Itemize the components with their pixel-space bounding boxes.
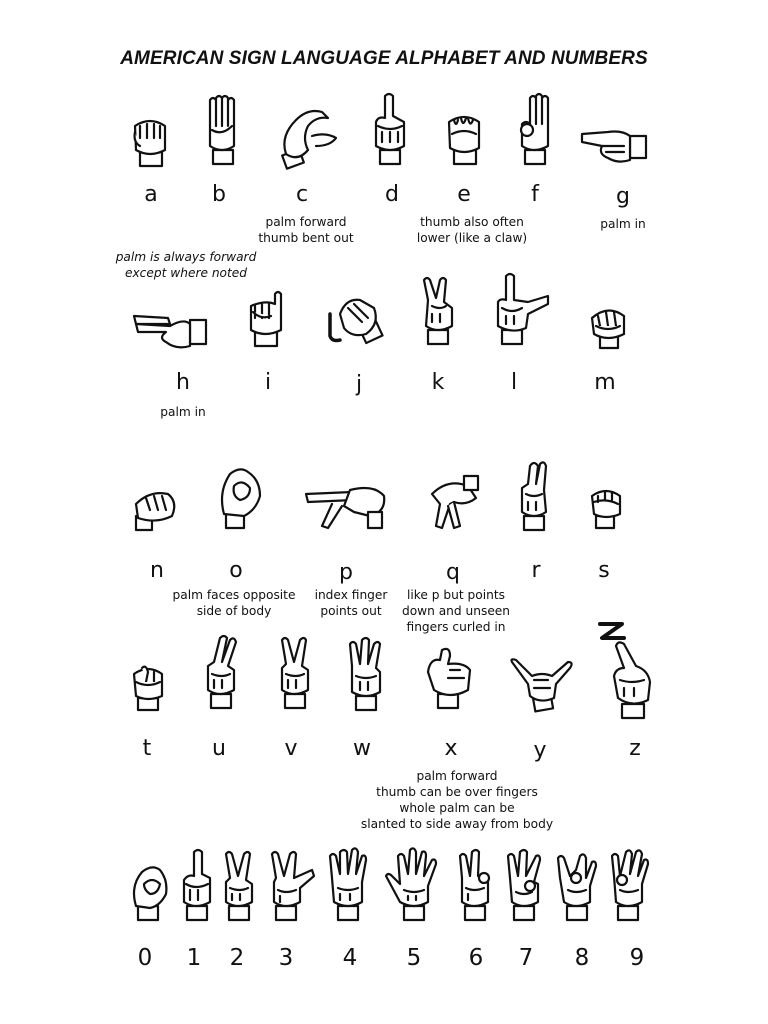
number-label-2: 2 — [229, 945, 245, 971]
hand-sign-y-icon — [508, 654, 574, 712]
number-label-6: 6 — [468, 945, 484, 971]
letter-label-s: s — [598, 558, 610, 583]
hand-sign-m-icon — [588, 304, 628, 350]
letter-label-m: m — [594, 370, 616, 395]
hand-sign-2-icon — [222, 848, 256, 922]
number-label-0: 0 — [137, 945, 153, 971]
letter-label-q: q — [446, 560, 460, 585]
letter-label-n: n — [150, 558, 164, 583]
number-label-9: 9 — [629, 945, 645, 971]
hand-sign-g-icon — [578, 124, 650, 166]
note-e: thumb also often lower (like a claw) — [416, 215, 528, 245]
note-general: palm is always forward except where noted — [115, 250, 257, 280]
letter-label-o: o — [229, 558, 243, 583]
hand-sign-r-icon — [518, 460, 550, 532]
hand-sign-8-icon — [556, 850, 598, 922]
hand-sign-s-icon — [588, 484, 624, 530]
hand-sign-j-icon — [322, 294, 386, 346]
letter-label-u: u — [212, 736, 226, 761]
hand-sign-n-icon — [132, 488, 180, 532]
letter-label-e: e — [457, 182, 471, 207]
letter-label-z: z — [629, 736, 641, 761]
hand-sign-t-icon — [130, 660, 166, 712]
hand-sign-e-icon — [444, 108, 484, 166]
hand-sign-h-icon — [132, 308, 210, 350]
letter-label-l: l — [510, 370, 518, 395]
hand-sign-f-icon — [516, 94, 554, 166]
hand-sign-z-icon — [606, 636, 654, 720]
hand-sign-4-icon — [326, 846, 370, 922]
letter-label-b: b — [212, 182, 226, 207]
letter-label-j: j — [355, 372, 363, 397]
number-label-7: 7 — [518, 945, 534, 971]
note-y: palm forward thumb can be over fingers whole palm can be slanted to side away from body — [360, 769, 554, 831]
hand-sign-o-icon — [216, 466, 266, 530]
letter-label-x: x — [444, 736, 458, 761]
hand-sign-u-icon — [202, 634, 240, 710]
hand-sign-q-icon — [420, 474, 480, 532]
number-label-5: 5 — [406, 945, 422, 971]
letter-label-y: y — [533, 738, 547, 763]
hand-sign-w-icon — [346, 636, 386, 712]
letter-label-p: p — [339, 560, 353, 585]
letter-label-v: v — [284, 736, 298, 761]
hand-sign-0-icon — [130, 862, 170, 922]
hand-sign-5-icon — [384, 846, 446, 922]
letter-label-a: a — [144, 182, 158, 207]
hand-sign-3-icon — [266, 848, 316, 922]
letter-label-i: i — [264, 370, 272, 395]
hand-sign-v-icon — [276, 634, 314, 710]
number-label-3: 3 — [278, 945, 294, 971]
hand-sign-a-icon — [130, 112, 170, 168]
hand-sign-i-icon — [245, 290, 285, 348]
letter-label-t: t — [142, 736, 152, 761]
letter-label-h: h — [176, 370, 190, 395]
letter-label-w: w — [353, 736, 371, 761]
hand-sign-7-icon — [504, 848, 544, 922]
hand-sign-d-icon — [370, 92, 410, 166]
hand-sign-x-icon — [420, 646, 476, 710]
note-p: index finger points out — [314, 588, 388, 618]
letter-label-d: d — [385, 182, 399, 207]
note-o: palm faces opposite side of body — [172, 588, 296, 618]
letter-label-f: f — [531, 182, 539, 207]
hand-sign-9-icon — [606, 846, 650, 922]
hand-sign-p-icon — [304, 482, 386, 534]
letter-label-g: g — [616, 184, 630, 209]
hand-sign-b-icon — [204, 96, 240, 166]
page-title: AMERICAN SIGN LANGUAGE ALPHABET AND NUMBERS — [120, 48, 648, 69]
note-h: palm in — [160, 405, 206, 419]
number-label-8: 8 — [574, 945, 590, 971]
letter-label-k: k — [431, 370, 445, 395]
hand-sign-1-icon — [178, 848, 216, 922]
hand-sign-k-icon — [420, 276, 456, 346]
letter-label-c: c — [295, 182, 309, 207]
hand-sign-6-icon — [456, 848, 494, 922]
note-c: palm forward thumb bent out — [258, 215, 354, 245]
hand-sign-c-icon — [278, 106, 340, 168]
note-q: like p but points down and unseen fingers curled in — [401, 588, 511, 634]
letter-label-r: r — [531, 558, 541, 583]
note-g: palm in — [600, 217, 646, 231]
number-label-1: 1 — [186, 945, 202, 971]
hand-sign-l-icon — [492, 272, 550, 346]
number-label-4: 4 — [342, 945, 358, 971]
